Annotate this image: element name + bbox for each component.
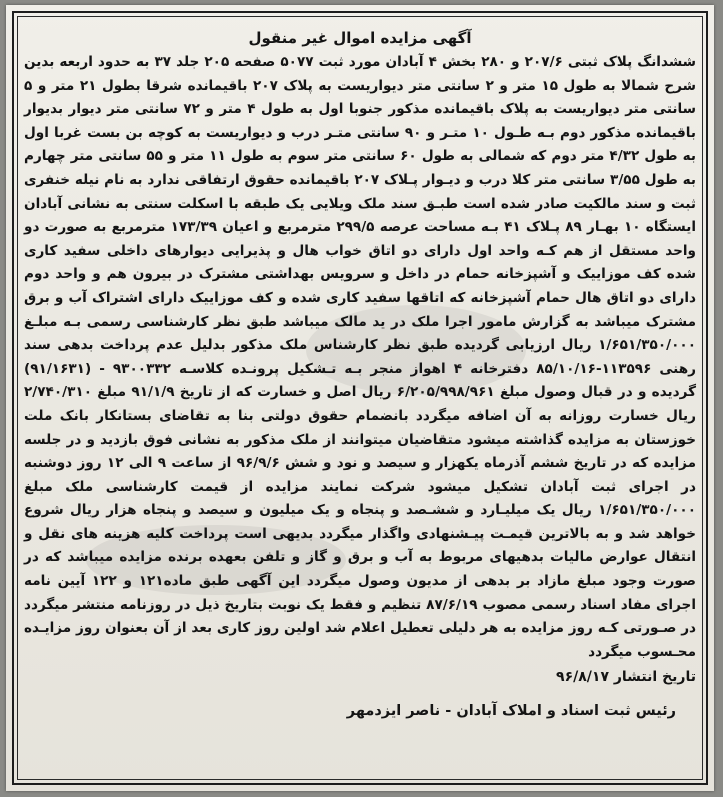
signature-line: رئیس ثبت اسناد و املاک آبادان - ناصر ایزدمهر [346,703,676,720]
notice-body: ششدانگ پلاک ثبتی ۲۰۷/۶ و ۲۸۰ بخش ۴ آبادان مورد ثبت ۵۰۷۷ صفحه ۲۰۵ جلد ۳۷ به حدود اربعه بدین شرح شمالا به طول ۱۵ متر و ۲ سانتی متر دیواریست به پلاک ۲۰۷ باقیمانده شرقا بطول ۲۱ متر و ۵ سانتی متر دیواریست به پلاک باقیمانده مذکور جنوبا اول به طول ۴ متر و ۷۲ سانتی متر دیوار بدیوار باقیمانده مذکور دوم بـه طـول ۱۰ متـر و ۹۰ سانتی متـر درب و دیواریست به کوچه بن بست غربا اول به طول ۴/۳۲ متر دوم که شمالی به طول ۶۰ سانتی متر سوم به طول ۱۱ متر و ۵۵ سانتی متر چهارم به طول ۳/۵۵ سانتی متر کلا درب و دیـوار پـلاک ۲۰۷ باقیمانده حقوق ارتفاقی ندارد به نام نیله خنفری ثبت و سند مالکیت صادر شده است طبـق سند ملک ویلایی یک طبقه با اسکلت سنتی به نشانی آبادان ایستگاه ۱۰ بهـار ۸۹ پـلاک ۴۱ بـه مساحت عرصه ۲۹۹/۵ مترمربع و اعیان ۱۷۳/۳۹ مترمربع به صورت دو واحد مستقل از هم کـه واحد اول دارای دو اتاق خواب هال و پذیرایی دیوارهای داخلی سفید کاری شده کف موزاییک و آشپزخانه حمام در داخل و سرویس بهداشتی مشترک در بیرون هم و واحد دوم دارای دو اتاق هال حمام آشپزخانه که اتاقها سفید کاری شده و کف موزاییک دارای اشتراک آب و برق مشترک میباشد به گزارش مامور اجرا ملک در ید مالک میباشد طبق نظر کارشناسی رسمی بـه مبلـغ ۱/۶۵۱/۳۵۰/۰۰۰ ریال ارزیابی گردیده طبق نظر کارشناس ملک مذکور بدلیل عدم پرداخت بدهی سند رهنی ۱۱۳۵۹۶-۸۵/۱۰/۱۶ دفترخانه ۴ اهواز منجر بـه تـشکیل پرونـده کلاسـه ۹۳۰۰۳۳۲ - (۹۱/۱۶۳۱) گردیده و در قبال وصول مبلغ ۶/۲۰۵/۹۹۸/۹۶۱ ریال اصل و خسارت که از تاریخ ۹۱/۱/۹ مبلغ ۲/۷۴۰/۳۱۰ ریال خسارت روزانه به آن اضافه میگردد بانضمام حقوق دولتی بنا به تقاضای بستانکار بانک ملت خوزستان به مزایده گذاشته میشود متقاضیان میتوانند از ملک مذکور به نشانی فوق بازدید و در جلسه مزایده که در تاریخ ششم آذرماه یکهزار و سیصد و نود و شش ۹۶/۹/۶ از ساعت ۹ الی ۱۲ روز دوشنبه در اجرای ثبت آبادان تشکیل میشود شرکت نمایند مزایده از قیمت کارشناسی ملک مبلغ ۱/۶۵۱/۳۵۰/۰۰۰ ریال یک میلیـارد و ششـصد و پنجاه و یک میلیون و سیصد و پنجاه هزار ریال شروع خواهد شد و به بالاترین قیمـت پیـشنهادی واگذار میگردد بدیهی است پرداخت کلیه هزینه های نقل و انتقال عوارض مالیات بدهیهای مربوط به آب و برق و گاز و تلفن بعهده برنده مزایده میباشد که در صورت وجود مبلغ مازاد بر بدهی از مدیون وصول میگردد این آگهی طبق ماده۱۲۱ و ۱۲۲ آیین نامه اجرای مفاد اسناد رسمی مصوب ۸۷/۶/۱۹ تنظیم و فقط یک نوبت بتاریخ ذیل در روزنامه منتشر میگردد در صـورتی کـه روز مزایده به هر دلیلی تعطیل اعلام شد اولین روز کاری بعد از آن بعنوان روز مزایـده محـسوب میگردد [24,54,697,660]
notice-title: آگهی مزایده اموال غیر منقول [248,29,472,47]
newspaper-clipping [6,5,714,791]
publish-date: تاریخ انتشار ۹۶/۸/۱۷ [556,669,696,686]
notice-content [24,27,696,722]
